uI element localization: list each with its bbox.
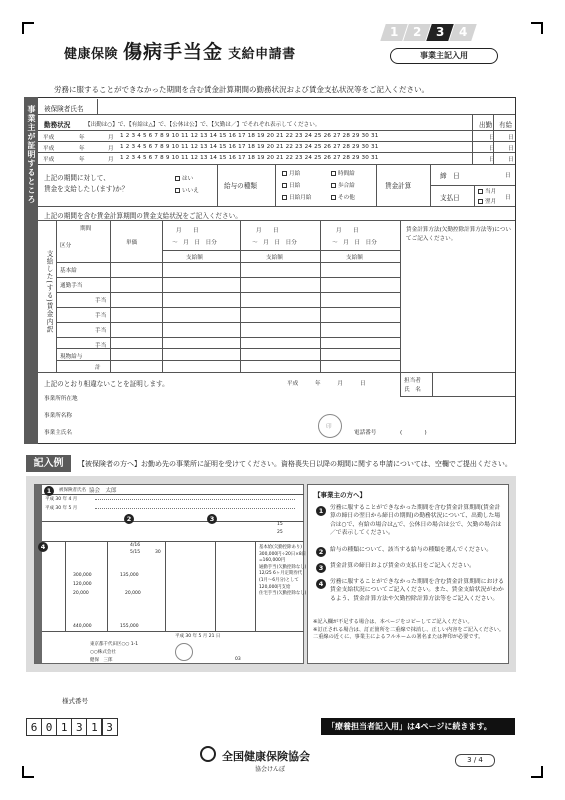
row-commute: 通勤手当: [60, 283, 83, 289]
pay-question-line1: 上記の期間に対して、: [44, 174, 110, 182]
guide-item-2: 給与の種類について、該当する給与の種類を選んでください。: [330, 547, 493, 553]
crop-mark-top-right: [531, 22, 543, 34]
calc-method-note: 賃金計算方法(欠勤控除計算方法等)についてご記入ください。: [406, 227, 511, 242]
att-row3-days[interactable]: 1 2 3 4 5 6 7 8 9 10 11 12 13 14 15 16 17 18 19 20 21 22 23 24 25 26 27 28 29 30 31: [120, 155, 379, 161]
type-hourly[interactable]: 時間給: [331, 169, 355, 177]
period3-to[interactable]: 〜 月 日 日分: [332, 240, 377, 246]
att-row3-month: 月: [108, 157, 114, 163]
guide-footnote-1: ※記入欄が不足する場合は、本ページをコピーしてご記入ください。: [313, 619, 473, 625]
category-label: 区分: [60, 243, 72, 249]
guide-marker-2: 2: [316, 547, 326, 557]
insured-name-label: 被保険者氏名: [44, 105, 84, 113]
col-work: 出勤: [479, 121, 493, 129]
pay-question-line2: 賃金を支給したし(ます)か？: [44, 185, 129, 193]
pay-day-unit: 日: [505, 195, 511, 201]
att-row1-month: 月: [108, 135, 114, 141]
continue-banner: [321, 718, 515, 748]
period2-from[interactable]: 月 日: [256, 228, 279, 234]
closing-day-unit: 日: [505, 173, 511, 179]
att-row1-days[interactable]: 1 2 3 4 5 6 7 8 9 10 11 12 13 14 15 16 17 18 19 20 21 22 23 24 25 26 27 28 29 30 31: [120, 133, 379, 139]
sample-calc-notes: 基本給(欠勤控除あり) 300,000円÷20日×8日 =160,000円 通勤手当(欠勤控除なし) 12/25 6ヶ月定期券代 (1月〜6月分)として 120,000円支給 住宅手当(欠勤控除なし): [259, 545, 307, 597]
sample-total: 440,000: [73, 624, 92, 629]
title-prefix: 健康保険: [64, 47, 119, 62]
type-daily-monthly[interactable]: 日給月給: [282, 193, 311, 201]
attendance-label: 勤務状況: [44, 121, 71, 129]
paid-amount-3: 支給額: [346, 255, 363, 261]
page-tab-4: 4: [449, 24, 477, 41]
row-allowance-3: 手当: [95, 328, 107, 334]
owner-name-label: 事業主氏名: [44, 430, 72, 436]
office-name-label: 事業所名称: [44, 413, 72, 419]
employer-guide-title: 【事業主の方へ】: [314, 491, 366, 499]
continue-arrows-icon: ❯❯❯: [331, 739, 352, 748]
row-total: 計: [95, 365, 101, 371]
period2-to[interactable]: 〜 月 日 日分: [252, 240, 297, 246]
office-address-label: 事業所所在地: [44, 396, 78, 402]
sample-housing-paid: 20,000: [125, 591, 141, 596]
intro-text: 労務に服することができなかった期間を含む賃金計算期間の勤務状況および賃金支払状況等をご記入ください。: [54, 85, 429, 94]
att-row1-paid-unit: 日: [508, 135, 514, 141]
sample-period-from: 4/16: [130, 543, 141, 548]
guide-item-1: 労務に服することができなかった期間を含む賃金計算期間(賃金計算の締日の翌日から締日の期間)の勤務状況について、出勤した場合は○で、有給の場合は△で、公休日の場合は公で、欠勤の場合は／で表示してください。: [330, 505, 502, 537]
crop-mark-bottom-right: [531, 766, 543, 778]
guide-footnote-2: ※訂正される場合は、訂正箇所を二重線で抹消し、正しい内容をご記入ください。二重線の近くに、事業主によるフルネームの署名または押印が必要です。: [313, 627, 505, 641]
sample-basic-pay: 300,000: [73, 573, 92, 578]
att-row2-work-unit: 日: [489, 146, 495, 152]
sample-form: [34, 484, 307, 664]
col-paid: 有給: [499, 121, 513, 129]
marker-2: 2: [124, 514, 134, 524]
guide-marker-3: 3: [316, 563, 326, 573]
employer-guide: [307, 484, 509, 664]
row-allowance-1: 手当: [95, 298, 107, 304]
row-basic-pay: 基本給: [60, 268, 77, 274]
page-tab-1: 1: [380, 24, 408, 41]
att-row3-year: 年: [79, 157, 85, 163]
att-row2-year: 年: [79, 146, 85, 152]
example-tag: 記入例: [26, 455, 71, 472]
att-row2-month: 月: [108, 146, 114, 152]
sample-period-to: 5/15: [130, 550, 141, 555]
att-row2-days[interactable]: 1 2 3 4 5 6 7 8 9 10 11 12 13 14 15 16 17 18 19 20 21 22 23 24 25 26 27 28 29 30 31: [120, 144, 379, 150]
sample-name: 協会 太郎: [89, 488, 117, 494]
crop-mark-bottom-left: [22, 766, 34, 778]
page-tab-2: 2: [403, 24, 431, 41]
pay-type-label: 給与の種類: [224, 182, 257, 190]
row-in-kind: 現物給与: [60, 354, 83, 360]
person-label: 担当者: [404, 378, 421, 384]
row-allowance-4: 手当: [95, 343, 107, 349]
att-row3-era: 平成: [43, 157, 55, 163]
sample-row2: 平成 30 年 5 月: [45, 506, 78, 511]
guide-marker-1: 1: [316, 506, 326, 516]
pay-no-checkbox[interactable]: [175, 188, 180, 193]
guide-item-3: 賃金計算の締日および賃金の支払日をご記入ください。: [330, 563, 475, 569]
marker-4: 4: [38, 542, 48, 552]
phone-area-code[interactable]: ( ): [400, 430, 427, 436]
continue-text: 「療養担当者記入用」は4ページに続きます。: [327, 722, 492, 731]
attendance-instruction: 【出勤は○】で、【有給は△】で、【公休は公】で、【欠勤は／】でそれぞれ表示してください。: [85, 122, 321, 128]
period1-from[interactable]: 月 日: [176, 228, 199, 234]
unit-price-label: 単価: [126, 240, 138, 246]
sample-seal: [175, 643, 193, 661]
pay-day-label: 支払日: [440, 194, 460, 202]
pay-yes-checkbox[interactable]: [175, 176, 180, 181]
form-title: [64, 37, 296, 64]
period3-from[interactable]: 月 日: [336, 228, 359, 234]
sample-office-name: ○○株式会社: [90, 650, 116, 655]
org-subname: 協会けんぽ: [255, 766, 286, 773]
pay-no-option[interactable]: いいえ: [175, 186, 199, 194]
certify-date[interactable]: 平成 年 月 日: [287, 381, 366, 387]
sample-days1: 30: [155, 550, 161, 555]
role-tag: 事業主記入用: [390, 48, 498, 64]
wage-calc-label: 賃金計算: [385, 182, 412, 190]
row-allowance-2: 手当: [95, 313, 107, 319]
wage-table-intro: 上記の期間を含む賃金計算期間の賃金支給状況をご記入ください。: [44, 212, 242, 220]
marker-3: 3: [207, 514, 217, 524]
sample-phone: 03: [235, 657, 241, 662]
form-number: 6 0 1 3 1 3: [26, 718, 117, 736]
page-indicator: [383, 24, 475, 41]
sample-office-addr: 東京都千代田区○○ 1-1: [90, 642, 139, 647]
type-commission[interactable]: 歩合給: [331, 181, 355, 189]
sample-pay-day: 25: [277, 530, 283, 535]
seal-label: 印: [326, 424, 332, 430]
guide-marker-4: 4: [316, 579, 326, 589]
guide-item-4: 労務に服することができなかった期間を含む賃金計算期間における賃金支給状況についてご記入ください。また、賃金支給状況がわかるよう、賃金計算方法や欠勤控除計算方法等をご記入ください。: [330, 579, 504, 602]
att-row3-paid-unit: 日: [508, 157, 514, 163]
form-number-label: 様式番号: [62, 697, 88, 705]
title-main: 傷病手当金: [123, 41, 224, 63]
sample-owner: 健保 三郎: [90, 658, 113, 663]
paid-amount-2: 支給額: [266, 255, 283, 261]
sample-commute: 120,000: [73, 582, 92, 587]
att-row3-work-unit: 日: [489, 157, 495, 163]
sample-housing: 20,000: [73, 591, 89, 596]
sample-basic-paid: 135,000: [120, 573, 139, 578]
sample-row1: 平成 30 年 4 月: [45, 497, 78, 502]
sample-total-paid: 155,000: [120, 624, 139, 629]
sample-closing-day: 15: [277, 522, 283, 527]
certify-text: 上記のとおり相違ないことを証明します。: [44, 380, 169, 388]
marker-1: 1: [44, 486, 54, 496]
att-row1-year: 年: [79, 135, 85, 141]
type-other[interactable]: その他: [331, 193, 355, 201]
sample-cert-date: 平成 30 年 5 月 21 日: [175, 634, 221, 639]
person-name-label: 氏 名: [404, 387, 421, 393]
crop-mark-top-left: [22, 22, 34, 34]
title-suffix: 支給申請書: [228, 47, 296, 62]
period-label: 期間: [80, 226, 92, 232]
period1-to[interactable]: 〜 月 日 日分: [172, 240, 217, 246]
paid-amount-1: 支給額: [186, 255, 203, 261]
pay-yes-option[interactable]: はい: [175, 174, 193, 182]
pay-next-month[interactable]: 翌月: [478, 197, 496, 205]
section-label-text: 事業主が証明するところ: [27, 105, 36, 204]
att-row1-work-unit: 日: [489, 135, 495, 141]
phone-label: 電話番号: [354, 430, 377, 436]
type-monthly[interactable]: 月給: [282, 169, 300, 177]
pay-current-month[interactable]: 当月: [478, 187, 496, 195]
wage-side-label: 支給した(する)賃金内訳: [45, 250, 53, 334]
att-row1-era: 平成: [43, 135, 55, 141]
example-note: 【被保険者の方へ】お勤め先の事業所に証明を受けてください。資格喪失日以降の期間に関する申請については、空欄でご提出ください。: [78, 460, 512, 468]
page-tab-3: 3: [426, 24, 454, 41]
org-name: 全国健康保険協会: [222, 750, 310, 763]
att-row2-era: 平成: [43, 146, 55, 152]
closing-day-label: 締 日: [440, 172, 460, 180]
type-daily[interactable]: 日給: [282, 181, 300, 189]
att-row2-paid-unit: 日: [508, 146, 514, 152]
page-number: 3 / 4: [455, 754, 495, 767]
section-label: [24, 97, 38, 444]
sample-name-label: 被保険者氏名: [59, 488, 86, 493]
org-logo-icon: [200, 746, 216, 762]
